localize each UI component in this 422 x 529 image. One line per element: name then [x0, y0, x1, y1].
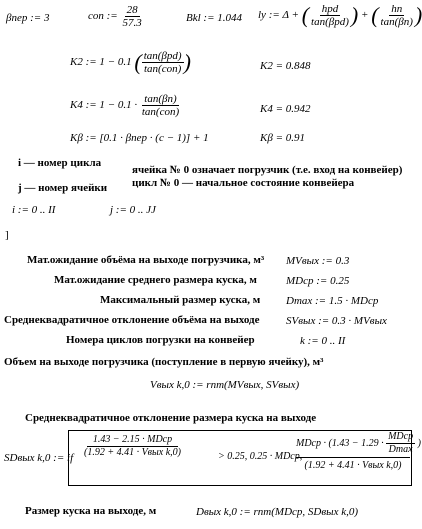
con-fraction [120, 4, 143, 29]
sd-f2-inner-den: Dmax [388, 444, 413, 455]
param-label-mdcp: Мат.ожидание среднего размера куска, м [54, 274, 257, 286]
sd-f2-num-b: ) [417, 437, 421, 449]
ly-f2-den: tan(βn) [380, 16, 413, 28]
param-label-mvout: Мат.ожидание объёма на выходе погрузчика, м³ [27, 254, 265, 266]
param-expr-mdcp: MDср := 0.25 [286, 275, 350, 287]
param-label-svout: Среднеквадратичное отклонение объёма на выходе [4, 314, 260, 326]
k2-lhs: K2 := 1 − 0.1 [70, 56, 132, 69]
legend-note-cycle0: цикл № 0 — начальное состояние конвейера [132, 177, 355, 189]
con-definition [88, 4, 144, 29]
k4-num: tan(βn) [144, 93, 177, 105]
sd-f2-inner-num: MDср [388, 431, 414, 442]
param-expr-dmax: Dmax := 1.5 · MDср [286, 295, 379, 307]
con-denominator: 57.3 [122, 17, 142, 29]
ly-lhs: ly := Δ + [258, 9, 299, 22]
ly-f1-den: tan(βpd) [311, 16, 349, 28]
sd-label: Среднеквадратичное отклонение размера куска на выходе [25, 412, 317, 424]
con-lhs: con := [88, 10, 118, 23]
param-expr-k: k := 0 .. II [300, 335, 346, 347]
j-range: j := 0 .. JJ [110, 204, 156, 216]
param-label-dmax: Максимальный размер куска, м [100, 294, 261, 306]
sd-f2-inner-fraction [386, 431, 415, 456]
k4-lhs: K4 := 1 − 0.1 · [70, 99, 138, 112]
sd-f1-den: (1.92 + 4.41 · Vвых k,0) [84, 447, 182, 458]
ly-plus: + [361, 9, 369, 22]
param-label-k: Номера циклов погрузки на конвейер [66, 334, 255, 346]
sd-fraction-1 [82, 434, 183, 459]
con-numerator: 28 [126, 4, 138, 16]
vout-expr: Vвых k,0 := rnm(MVвых, SVвых) [150, 379, 300, 391]
k4-definition [70, 93, 181, 118]
ly-fraction-2 [379, 3, 415, 28]
bnep-definition: βnep := 3 [6, 12, 50, 24]
k4-result: K4 = 0.942 [260, 103, 311, 115]
k4-den: tan(con) [141, 106, 180, 118]
dout-expr: Dвых k,0 := rnm(MDср, SDвых k,0) [196, 506, 358, 518]
ly-f2-num: hn [391, 3, 403, 15]
vout-label: Объем на выходе погрузчика (поступление в первую ячейку), м³ [4, 356, 324, 368]
legend-i: i — номер цикла [18, 157, 102, 169]
k4-fraction [140, 93, 181, 118]
param-expr-svout: SVвых := 0.3 · MVвых [286, 315, 387, 327]
k2-result: K2 = 0.848 [260, 60, 311, 72]
ly-definition: ly := Δ + ( $\frac{\text{hpd}}{\text{tan(βpd)}}$ ) + ( $\frac{hn}{\tan(\beta n)}$ ) [258, 2, 422, 28]
k2-definition: K2 := 1 − 0.1 ( $\frac{\text{tan(βpd)}}{\text{tan(con)}}$ ) [70, 49, 191, 75]
k2-num: tan(βpd) [143, 50, 182, 62]
sd-f1-num: 1.43 − 2.15 · MDср [87, 434, 178, 447]
kb-result: Kβ = 0.91 [260, 132, 305, 144]
k2-den: tan(con) [143, 63, 182, 75]
sd-f2-den: (1.92 + 4.41 · Vвых k,0) [304, 460, 402, 471]
ly-f1-num: hpd [321, 3, 339, 15]
sd-f2-num-a: MDср · (1.43 − 1.29 · [296, 437, 384, 449]
kb-definition: Kβ := [0.1 · βnep · (c − 1)] + 1 [70, 132, 209, 144]
param-expr-mvout: MVвых := 0.3 [286, 255, 350, 267]
stray-bracket: ] [5, 229, 9, 241]
legend-j: j — номер ячейки [18, 182, 108, 194]
i-range: i := 0 .. II [12, 204, 56, 216]
sd-condition: > 0.25, 0.25 · MDср, [218, 451, 303, 462]
bkl-definition: Bkl := 1.044 [186, 12, 242, 24]
k2-fraction [142, 50, 184, 75]
legend-note-cell0: ячейка № 0 означает погрузчик (т.е. вход на конвейер) [132, 164, 403, 176]
ly-fraction-1 [309, 3, 351, 28]
sd-fraction-2 [296, 431, 421, 471]
sd-lhs: SDвых k,0 := if [4, 452, 74, 464]
dout-label: Размер куска на выходе, м [25, 505, 157, 517]
